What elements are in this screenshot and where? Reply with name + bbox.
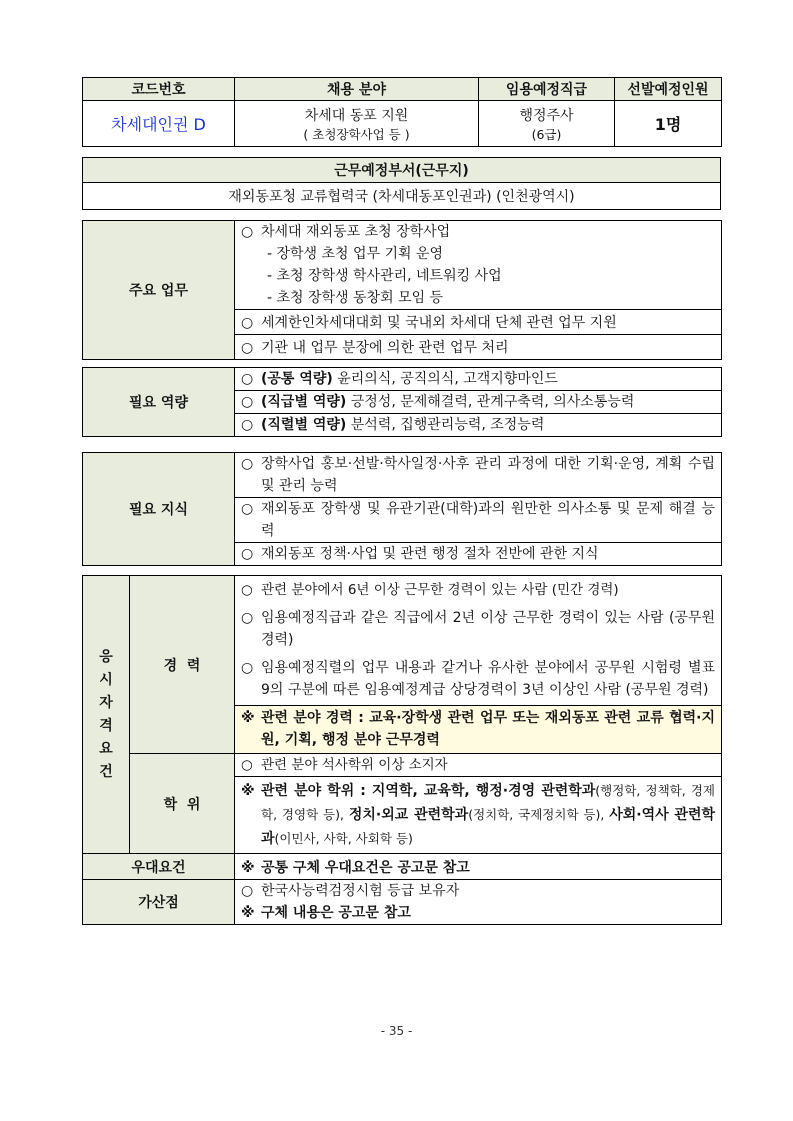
bonus-item: ○ 한국사능력검정시험 등급 보유자 [241, 883, 460, 899]
duty-item: ○ 차세대 재외동포 초청 장학사업 [241, 224, 451, 240]
bonus-note: ※ 구체 내용은 공고문 참고 [241, 905, 411, 921]
col-code: 코드번호 [83, 78, 235, 101]
career-item: ○ 임용예정직급과 같은 직급에서 2년 이상 근무한 경력이 있는 사람 (공무원 경력) [241, 610, 715, 648]
career-label: 경 력 [130, 576, 235, 754]
col-count: 선발예정인원 [615, 78, 722, 101]
duties-label: 주요 업무 [83, 221, 235, 360]
col-field: 채용 분야 [235, 78, 479, 101]
code-value: 차세대인권 D [83, 101, 235, 147]
bonus-label: 가산점 [83, 880, 235, 925]
knowledge-item: ○ 장학사업 홍보·선발·학사일정·사후 관리 과정에 대한 기획·운영, 계획 수립 및 관리 능력 [241, 456, 715, 494]
duty-subitem: - 장학생 초청 업무 기획 운영 [267, 246, 444, 262]
field-value [235, 101, 479, 147]
count-value: 1명 [615, 101, 722, 147]
career-content [235, 576, 722, 754]
competency-item: ○ (공통 역량) 윤리의식, 공직의식, 고객지향마인드 [241, 371, 558, 387]
dept-table [82, 157, 721, 210]
knowledge-item: ○ 재외동포 장학생 및 유관기관(대학)과의 원만한 의사소통 및 문제 해결 능력 [235, 497, 721, 542]
grade-value [479, 101, 615, 147]
duty-item: ○ 기관 내 업무 분장에 의한 관련 업무 처리 [235, 334, 721, 359]
knowledge-table [82, 452, 722, 566]
competency-table [82, 367, 722, 437]
duty-item: ○ 세계한인차세대대회 및 국내외 차세대 단체 관련 업무 지원 [235, 309, 721, 334]
duty-subitem: - 초청 장학생 학사관리, 네트워킹 사업 [267, 268, 502, 284]
knowledge-content [235, 453, 722, 566]
grade-line1: 행정주사 [519, 107, 574, 124]
requirements-table [82, 575, 722, 925]
bonus-content [235, 880, 722, 925]
duty-subitem: - 초청 장학생 동창회 모임 등 [267, 290, 444, 306]
degree-item: ○ 관련 분야 석사학위 이상 소지자 [241, 757, 448, 773]
career-item: ○ 관련 분야에서 6년 이상 근무한 경력이 있는 사람 (민간 경력) [241, 582, 619, 598]
grade-line2: (6급) [531, 126, 562, 142]
competency-item: ○ (직렬별 역량) 분석력, 집행관리능력, 조정능력 [235, 413, 721, 436]
career-item: ○ 임용예정직렬의 업무 내용과 같거나 유사한 분야에서 공무원 시험령 별표 9의 구분에 따른 임용예정계급 상당경력이 3년 이상인 사람 (공무원 경력) [241, 660, 715, 698]
duties-table [82, 220, 722, 360]
duties-content [235, 221, 722, 360]
preference-label: 우대요건 [83, 854, 235, 880]
competency-label: 필요 역량 [83, 368, 235, 437]
field-line1: 차세대 동포 지원 [304, 107, 409, 124]
preference-content: ※ 공통 구체 우대요건은 공고문 참고 [235, 854, 722, 880]
header-table [82, 77, 722, 147]
career-note: ※ 관련 분야 경력 : 교육·장학생 관련 업무 또는 재외동포 관련 교류 협력·지원, 기획, 행정 분야 근무경력 [235, 705, 721, 753]
dept-value: 재외동포청 교류협력국 (차세대동포인권과) (인천광역시) [83, 183, 721, 210]
competency-content [235, 368, 722, 437]
dept-title: 근무예정부서(근무지) [83, 158, 721, 183]
degree-label: 학 위 [130, 754, 235, 854]
degree-content [235, 754, 722, 854]
requirements-label: 응 시 자 격 요 건 [83, 576, 130, 854]
col-grade: 임용예정직급 [479, 78, 615, 101]
page-number: - 35 - [380, 1024, 413, 1038]
knowledge-label: 필요 지식 [83, 453, 235, 566]
degree-note: ※ 관련 분야 학위 : 지역학, 교육학, 행정·경영 관련학과(행정학, 정책학, 경제학, 경영학 등), 정치·외교 관련학과(정치학, 국제정치학 등), 사회·역사 관련학과(이민사, 사학, 사회학 등) [235, 776, 721, 853]
competency-item: ○ (직급별 역량) 긍정성, 문제해결력, 관계구축력, 의사소통능력 [235, 390, 721, 413]
field-line2: ( 초청장학사업 등 ) [303, 126, 410, 142]
knowledge-item: ○ 재외동포 정책·사업 및 관련 행정 절차 전반에 관한 지식 [235, 542, 721, 565]
